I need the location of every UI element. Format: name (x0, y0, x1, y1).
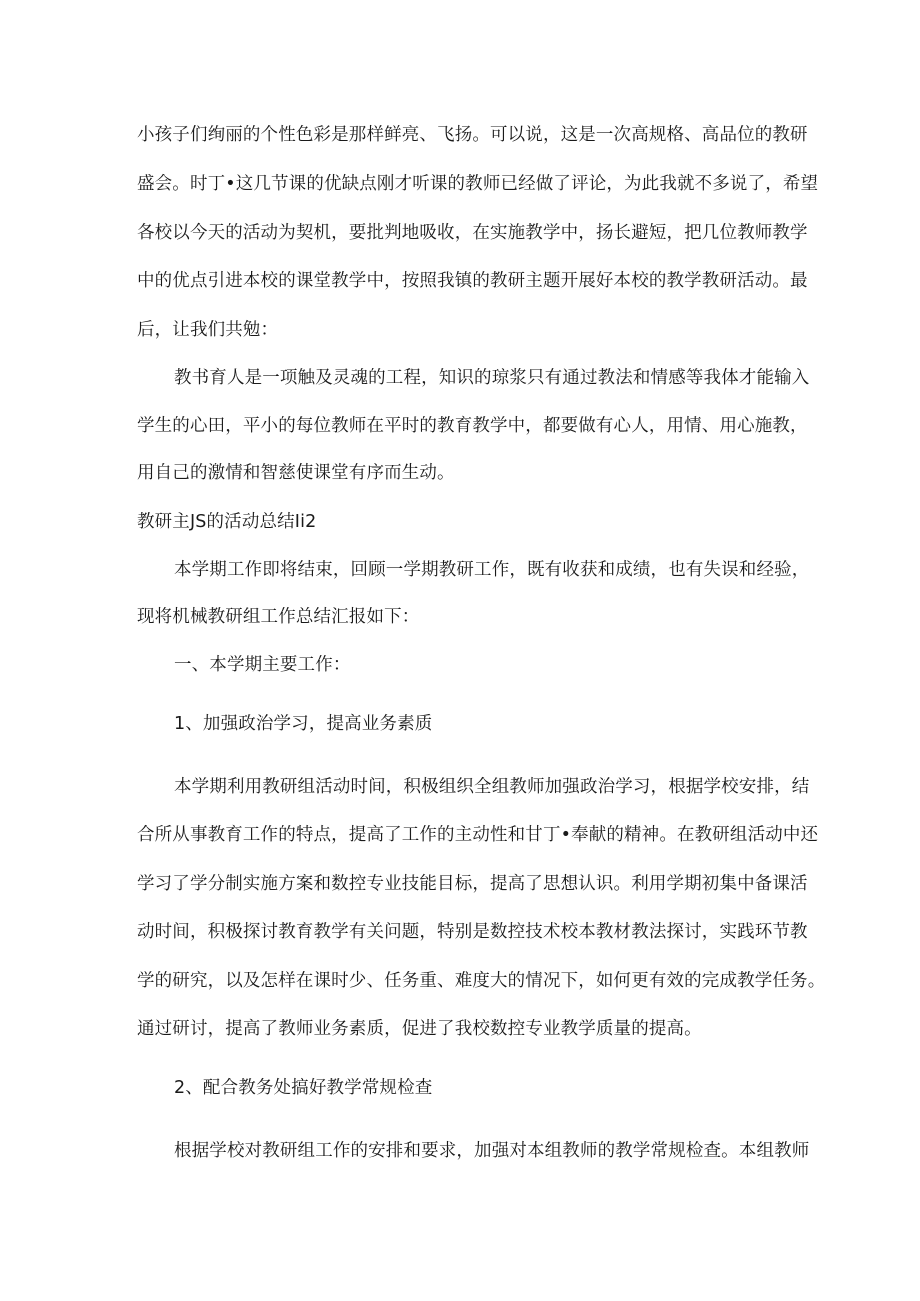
text-line: 教书育人是一项触及灵魂的工程，知识的琼浆只有通过教法和情感等我体才能输入 (174, 368, 810, 388)
text-line: 后，让我们共勉： (137, 320, 279, 340)
text-line: 本学期利用教研组活动时间，积极组织全组教师加强政治学习，根据学校安排，结 (174, 777, 810, 797)
text-line: 盛会。时丁•这几节课的优缺点刚才听课的教师已经做了评论，为此我就不多说了，希望 (137, 174, 819, 194)
text-line: 小孩子们绚丽的个性色彩是那样鲜亮、飞扬。可以说，这是一次高规格、高品位的教研 (137, 125, 808, 145)
text-line: 通过研讨，提高了教师业务素质，促进了我校数控专业教学质量的提高。 (137, 1019, 702, 1039)
text-line: 中的优点引进本校的课堂教学中，按照我镇的教研主题开展好本校的教学教研活动。最 (137, 271, 808, 291)
text-line: 根据学校对教研组工作的安排和要求，加强对本组教师的教学常规检查。本组教师 (174, 1141, 810, 1161)
text-line: 现将机械教研组工作总结汇报如下： (137, 607, 420, 627)
subheading: 1、加强政治学习，提高业务素质 (174, 714, 433, 734)
text-line: 本学期工作即将结束，回顾一学期教研工作，既有收获和成绩，也有失误和经验， (174, 560, 810, 580)
text-line: 学的研究，以及怎样在课时少、任务重、难度大的情况下，如何更有效的完成教学任务。 (137, 971, 826, 991)
text-line: 各校以今天的活动为契机，要批判地吸收，在实施教学中，扬长避短，把几位教师教学 (137, 223, 808, 243)
text-line: 动时间，积极探讨教育教学有关问题，特别是数控技术校本教材教法探讨，实践环节教 (137, 922, 808, 942)
text-line: 合所从事教育工作的特点，提高了工作的主动性和甘丁•奉献的精神。在教研组活动中还 (137, 825, 819, 845)
text-line: 用自己的激情和智慈使课堂有序而生动。 (137, 463, 455, 483)
subheading: 2、配合教务处搞好教学常规检查 (174, 1078, 433, 1098)
text-line: 学习了学分制实施方案和数控专业技能目标，提高了思想认识。利用学期初集中备课活 (137, 874, 808, 894)
subheading: 一、本学期主要工作： (174, 655, 351, 675)
section-heading: 教研主JS的活动总结Ii2 (137, 512, 317, 532)
text-line: 学生的心田，平小的每位教师在平时的教育教学中，都要做有心人，用情、用心施教， (137, 416, 808, 436)
